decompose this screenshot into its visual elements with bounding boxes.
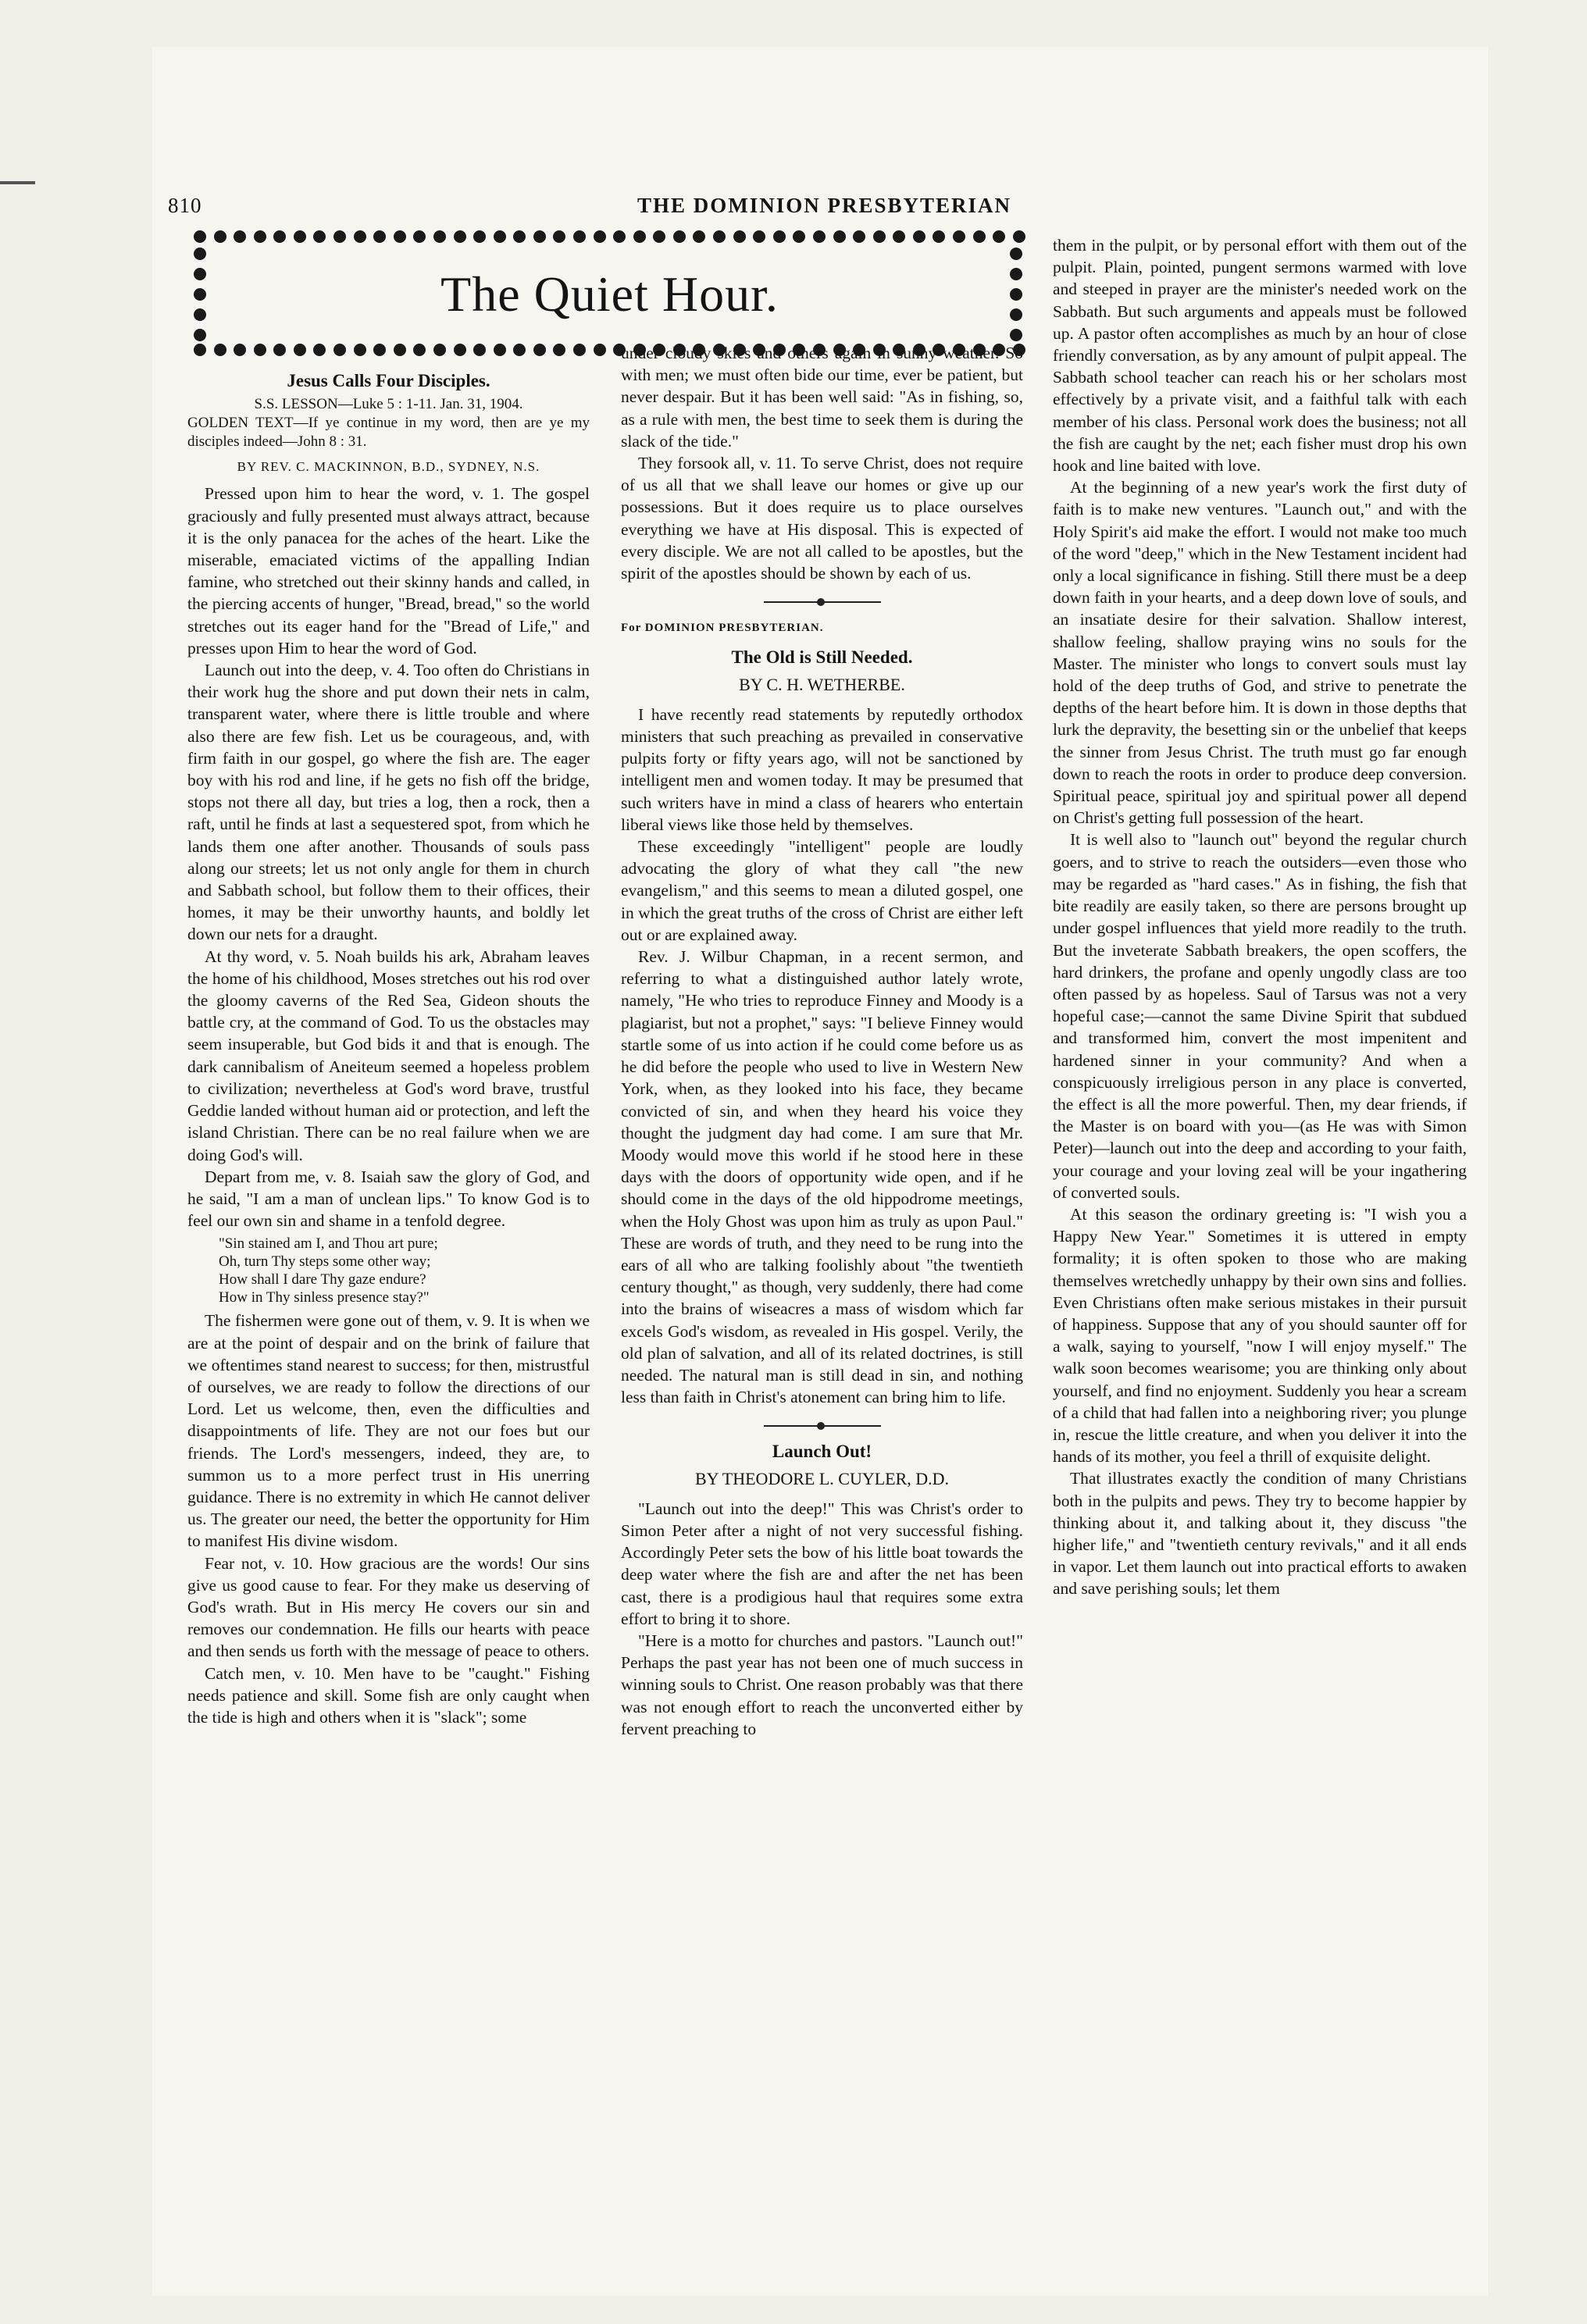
section-divider: [764, 601, 881, 603]
border-bead: [853, 230, 865, 243]
section-divider: [764, 1425, 881, 1427]
border-bead: [713, 230, 726, 243]
border-bead: [513, 230, 526, 243]
paragraph: Catch men, v. 10. Men have to be "caught." Fishing needs patience and skill. Some fish are only caught when the tide is high and others when it is "slack"; some: [187, 1663, 590, 1727]
paragraph: under cloudy skies and others again in sunny weather. So with men; we must often bide our time, ever be patient, but never despair. But it has been well said: "As in fishing, so, as a rule with men, the best time to seek them is during the slack of the tide.": [621, 344, 1023, 451]
border-bead: [194, 344, 206, 356]
border-bead: [594, 344, 606, 356]
border-bead: [214, 344, 226, 356]
paragraph: Fear not, v. 10. How gracious are the words! Our sins give us good cause to fear. For they make us deserving of God's wrath. But in His mercy He covers our sin and removes our condemnation. He fills our hearts with peace and then sends us forth with the message of peace to others.: [187, 1553, 590, 1661]
border-bead: [194, 329, 206, 341]
border-bead: [993, 230, 1005, 243]
border-bead: [454, 344, 466, 356]
border-bead: [234, 230, 246, 243]
border-bead: [313, 344, 326, 356]
border-bead: [773, 230, 786, 243]
border-bead: [394, 344, 406, 356]
border-bead: [273, 344, 286, 356]
border-bead: [494, 230, 506, 243]
border-bead: [194, 248, 206, 260]
border-bead: [373, 344, 386, 356]
paragraph: At this season the ordinary greeting is: "I wish you a Happy New Year." Sometimes it is uttered in empty formality; it is often spoken to those who are making themselves wretchedly unhappy by their own sins and follies. Even Christians often make serious mistakes in their pursuit of happiness. Suppose that any of you should saunter off for a walk, saying to yourself, "now I will enjoy myself." The walk soon becomes wearisome; you are thinking only about yourself, and find no enjoyment. Suddenly you hear a scream of a child that had fallen into a neighboring river; you plunge in, rescue the little creature, and when you deliver it into the hands of its mother, you feel a thrill of exquisite delight.: [1053, 1204, 1467, 1467]
border-bead: [294, 344, 306, 356]
paragraph: Launch out into the deep, v. 4. Too often do Christians in their work hug the shore and put down their nets in calm, transparent water, where there is little trouble and where also there are few fish. Let us be courageous, and, with firm faith in our gospel, go where the fish are. The eager boy with his rod and line, if he gets no fish off the bridge, stops not there all day, but tries a log, then a rock, then a raft, until he finds at last a sequestered spot, from which he lands them one after another. Thousands of souls pass along our streets; let us not only angle for them in church and Sabbath school, but follow them to their offices, their homes, it may be their unworthy haunts, and boldly let down our nets for a draught.: [187, 661, 590, 944]
running-head: [168, 194, 1011, 225]
border-bead: [294, 230, 306, 243]
article-byline: BY THEODORE L. CUYLER, D.D.: [694, 1468, 950, 1488]
paragraph: "Here is a motto for churches and pastors. "Launch out!" Perhaps the past year has not been one of much success in winning souls to Christ. One reason probably was that there was not enough effort to reach the unconverted either by fervent preaching to: [621, 1631, 1023, 1738]
border-bead: [214, 230, 226, 243]
border-bead: [733, 230, 746, 243]
quoted-verse: [219, 1235, 590, 1306]
border-bead: [194, 230, 206, 243]
border-bead: [1010, 248, 1022, 260]
journal-title: THE DOMINION PRESBYTERIAN: [637, 194, 1011, 217]
border-bead: [594, 230, 606, 243]
border-bead: [873, 230, 886, 243]
article-byline: BY C. H. WETHERBE.: [739, 674, 905, 694]
column-2: [621, 342, 1023, 1740]
border-bead: [553, 344, 565, 356]
column-1: [187, 367, 590, 1728]
border-bead: [433, 230, 446, 243]
border-bead: [513, 344, 526, 356]
border-bead: [793, 230, 805, 243]
verse-line: How shall I dare Thy gaze endure?: [219, 1271, 426, 1289]
border-bead: [553, 230, 565, 243]
section-title: The Quiet Hour.: [440, 266, 779, 322]
border-bead: [1010, 329, 1022, 341]
article-source-note: For DOMINION PRESBYTERIAN.: [621, 622, 824, 635]
border-bead: [273, 230, 286, 243]
paragraph: Depart from me, v. 8. Isaiah saw the glory of God, and he said, "I am a man of unclean lips." To know God is to feel our own sin and shame in a tenfold degree.: [187, 1167, 590, 1231]
border-bead: [473, 344, 486, 356]
border-bead: [394, 230, 406, 243]
paragraph: them in the pulpit, or by personal effort with them out of the pulpit. Plain, pointed, pungent sermons warmed with love and steeped in prayer are the minister's needed work on the Sabbath. But such arguments and appeals must be followed up. A pastor often accomplishes as much by an hour of close friendly conversation, as by any amount of pulpit appeal. The Sabbath school teacher can reach his or her scholars most effectively by a private visit, and a faithful talk with each member of his class. Personal work does the business; not all the fish are caught by the net; each fisher must drop his own hook and line baited with love.: [1053, 236, 1467, 476]
border-bead: [1013, 230, 1025, 243]
lesson-reference: S.S. LESSON—Luke 5 : 1-11. Jan. 31, 1904.: [254, 396, 523, 413]
border-bead: [753, 230, 765, 243]
paragraph: At thy word, v. 5. Noah builds his ark, Abraham leaves the home of his childhood, Moses stretches out his rod over the gloomy caverns of the Red Sea, Gideon shouts the battle cry, at the command of God. To us the obstacles may seem insuperable, but God bids it and that is enough. The dark cannibalism of Aneiteum seemed a hopeless problem to civilization; nevertheless at God's word brave, trustful Geddie landed without human aid or protection, and left the island Christian. There can be no real failure when we are doing God's will.: [187, 946, 590, 1164]
border-bead: [933, 230, 945, 243]
border-bead: [454, 230, 466, 243]
border-bead: [673, 230, 686, 243]
border-bead: [354, 344, 366, 356]
border-bead: [373, 230, 386, 243]
border-bead: [254, 230, 266, 243]
border-bead: [693, 230, 705, 243]
border-bead: [413, 344, 426, 356]
border-bead: [313, 230, 326, 243]
quiet-hour-banner: [194, 230, 1025, 359]
border-bead: [333, 344, 346, 356]
golden-text: GOLDEN TEXT—If ye continue in my word, then are ye my disciples indeed—John 8 : 31.: [187, 415, 590, 451]
paragraph: Pressed upon him to hear the word, v. 1. The gospel graciously and fully presented must always attract, because it is the only panacea for the aches of the heart. Like the miserable, emaciated victims of the appalling Indian famine, who stretched out their skinny hands and called, in the piercing accents of hunger, "Bread, bread," so the world stretches out its eager hand for the "Bread of Life," and presses upon Him to hear the word of God.: [187, 484, 590, 658]
border-bead: [573, 344, 586, 356]
banner-border-top: [194, 230, 1025, 246]
border-bead: [573, 230, 586, 243]
border-bead: [913, 230, 925, 243]
border-bead: [613, 230, 626, 243]
article-title-launch-out: Launch Out!: [772, 1442, 872, 1462]
border-bead: [813, 230, 826, 243]
border-bead: [533, 230, 546, 243]
paragraph: It is well also to "launch out" beyond the regular church goers, and to strive to reach the outsiders—even those who may be regarded as "hard cases." As in fishing, the fish that bite readily are easily taken, so there are persons brought up under gospel influences that yield more readily to the truth. But the inveterate Sabbath breakers, the open scoffers, the hard drinkers, the profane and openly ungodly class are too often passed by as hopeless. Saul of Tarsus was not a very hopeful case;—cannot the same Divine Spirit that subdued and transformed him, convert the most impenitent and hardened sinner in your community? And when a conspicuously irreligious person in any place is converted, the effect is all the more powerful. Then, my dear friends, if the Master is on board with you—(as He was with Simon Peter)—launch out into the deep and according to your faith, your courage and your loving zeal will be your ingathering of converted souls.: [1053, 830, 1467, 1202]
lesson-info: [187, 395, 590, 451]
paragraph: That illustrates exactly the condition of many Christians both in the pulpits and pews. They try to become happier by thinking about it, and talking about it, they discuss "the higher life," and "twentieth century revivals," and it all ends in vapor. Let them launch out into practical efforts to awaken and save perishing souls; let them: [1053, 1469, 1467, 1599]
border-bead: [633, 230, 646, 243]
border-bead: [953, 230, 965, 243]
paragraph: Rev. J. Wilbur Chapman, in a recent sermon, and referring to what a distinguished author lately wrote, namely, "He who tries to reproduce Finney and Moody is a plagiarist, but not a prophet," says: "I believe Finney would startle some of us into action if he could come before us as he did before the people who used to live in Western New York, when, as they looked into his face, they became convicted of sin, and when they heard his voice they thought the judgment day had come. I am sure that Mr. Moody would move this world if he stood here in these days with the doors of opportunity wide open, and if he should come in the days of the old hippodrome meetings, when the Holy Ghost was upon him as truly as upon Paul." These are words of truth, and they need to be rung into the ears of all who are talking foolishly about "the twentieth century thought," as though, very suddenly, there had come into the brains of wiseacres a mass of wisdom which far excels God's wisdom, as revealed in His gospel. Verily, the old plan of salvation, and all of its related doctrines, is still needed. The natural man is still dead in sin, and nothing less than faith in Christ's atonement can bring him to life.: [621, 947, 1023, 1407]
border-bead: [533, 344, 546, 356]
paragraph: The fishermen were gone out of them, v. 9. It is when we are at the point of despair and on the brink of failure that we oftentimes stand nearest to success; for then, mistrustful of ourselves, we are ready to follow the directions of our Lord. Let us welcome, then, even the difficulties and disappointments of life. They are not our foes but our friends. The Lord's messengers, indeed, they are, to summon us to a more perfect trust in His unerring guidance. There is no extremity in which He cannot deliver us. The greater our need, the better the opportunity for Him to manifest His divine wisdom.: [187, 1311, 590, 1551]
border-bead: [354, 230, 366, 243]
border-bead: [413, 230, 426, 243]
border-bead: [653, 230, 665, 243]
page-number: 810: [168, 194, 202, 217]
border-bead: [893, 230, 905, 243]
margin-scan-mark: [0, 181, 35, 184]
paragraph: They forsook all, v. 11. To serve Christ, does not require of us all that we shall leave our homes or give up our possessions. But it does require us to place ourselves everything we have at His disposal. This is expected of every disciple. We are not all called to be apostles, but the spirit of the apostles should be shown by each of us.: [621, 454, 1023, 583]
border-bead: [254, 344, 266, 356]
border-bead: [473, 230, 486, 243]
article-title-jesus-calls: Jesus Calls Four Disciples.: [287, 371, 490, 390]
border-bead: [234, 344, 246, 356]
border-bead: [433, 344, 446, 356]
paragraph: These exceedingly "intelligent" people are loudly advocating the glory of what they call "the new evangelism," and this seems to mean a diluted gospel, one in which the great truths of the cross of Christ are either left out or are explained away.: [621, 837, 1023, 944]
article-title-old-still-needed: The Old is Still Needed.: [731, 647, 913, 668]
paragraph: "Launch out into the deep!" This was Christ's order to Simon Peter after a night of not very successful fishing. Accordingly Peter sets the bow of his little boat towards the deep water where the fish are and after the net has been cast, there is a prodigious haul that requires some extra effort to bring it to shore.: [621, 1499, 1023, 1628]
border-bead: [833, 230, 846, 243]
border-bead: [973, 230, 986, 243]
verse-line: Oh, turn Thy steps some other way;: [219, 1253, 431, 1271]
article-byline: BY REV. C. MACKINNON, B.D., SYDNEY, N.S.: [237, 459, 540, 475]
paragraph: I have recently read statements by reputedly orthodox ministers that such preaching as prevailed in conservative pulpits forty or fifty years ago, will not be sanctioned by intelligent men and women today. It may be presumed that such writers have in mind a class of hearers who entertain liberal views like those held by themselves.: [621, 704, 1023, 834]
border-bead: [494, 344, 506, 356]
verse-line: "Sin stained am I, and Thou art pure;: [219, 1235, 438, 1253]
paragraph: At the beginning of a new year's work the first duty of faith is to make new ventures. "Launch out," and with the Holy Spirit's aid make the effort. I would not make too much of the word "deep," which in the New Testament incident had only a local significance in fishing. Still there must be a deep down faith in your hearts, and a deep down love of souls, and an insatiate desire for their salvation. Shallow interest, shallow feeling, shallow praying wins no souls for the Master. The minister who longs to convert souls must lay hold of the deep truths of God, and strive to penetrate the depths of the heart before him. It is down in those depths that lurk the depravity, the besetting sin or the unbelief that keeps the sinner from Jesus Christ. The truth must go far enough down to reach the roots in order to produce deep conversion. Spiritual peace, spiritual joy and spiritual power all depend on Christ's getting full possession of the heart.: [1053, 478, 1467, 828]
verse-line: How in Thy sinless presence stay?": [219, 1289, 430, 1306]
column-3: [1053, 234, 1467, 1600]
border-bead: [333, 230, 346, 243]
